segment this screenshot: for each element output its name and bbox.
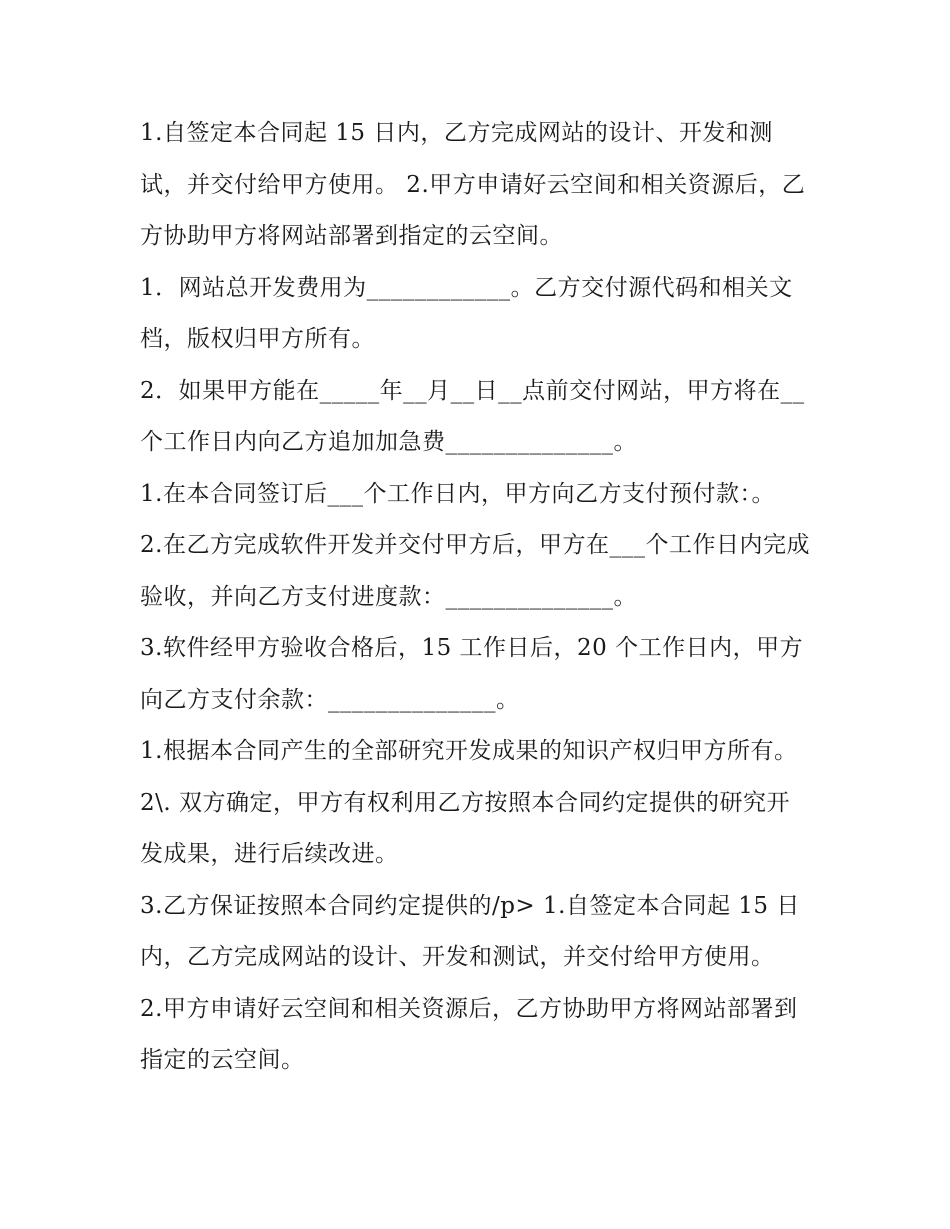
paragraph-rush-fee: 2．如果甲方能在_____年__月__日__点前交付网站，甲方将在__个工作日内向乙方追加加急费______________。: [140, 377, 805, 455]
paragraph-prepayment: 1.在本合同签订后___个工作日内，甲方向乙方支付预付款：。: [140, 480, 775, 507]
paragraph-balance-payment: 3.软件经甲方验收合格后，15 工作日后，20 个工作日内，甲方向乙方支付余款：______________。: [140, 635, 804, 713]
paragraph-ip-rights: 1.根据本合同产生的全部研究开发成果的知识产权归甲方所有。 2\. 双方确定，甲方有权利用乙方按照本合同约定提供的研究开发成果，进行后续改进。: [140, 738, 806, 867]
paragraph-total-fee: 1．网站总开发费用为____________。乙方交付源代码和相关文档，版权归甲方所有。: [140, 274, 793, 352]
document-body: [140, 108, 812, 1087]
paragraph-delivery: 1.自签定本合同起 15 日内，乙方完成网站的设计、开发和测试，并交付给甲方使用。 2.甲方申请好云空间和相关资源后，乙方协助甲方将网站部署到指定的云空间。: [140, 120, 806, 249]
paragraph-progress-payment: 2.在乙方完成软件开发并交付甲方后，甲方在___个工作日内完成验收，并向乙方支付进度款：______________。: [140, 532, 810, 610]
paragraph-deployment: 2.甲方申请好云空间和相关资源后，乙方协助甲方将网站部署到指定的云空间。: [140, 995, 798, 1073]
paragraph-warranty: 3.乙方保证按照本合同约定提供的/p> 1.自签定本合同起 15 日内，乙方完成网站的设计、开发和测试，并交付给甲方使用。: [140, 892, 800, 970]
